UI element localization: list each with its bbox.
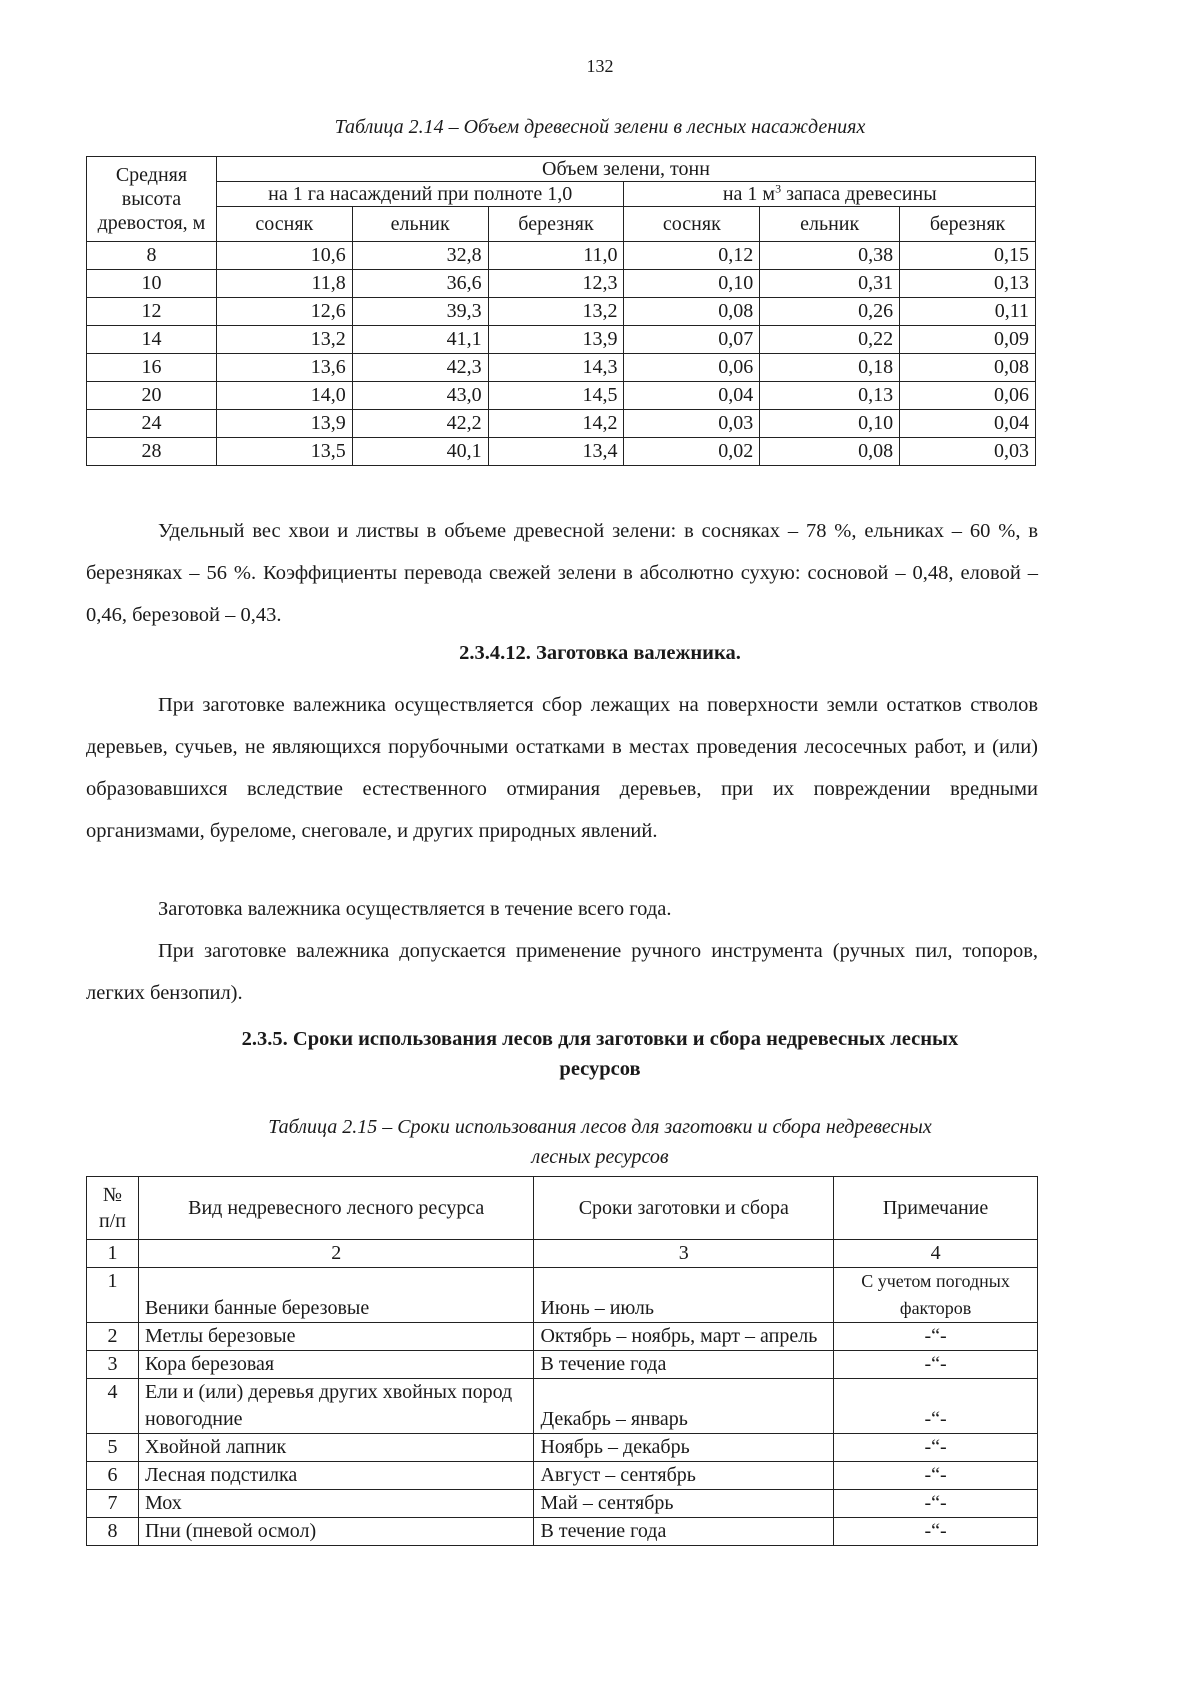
table-row [87, 326, 1036, 354]
value-cell: 13,6 [216, 354, 352, 382]
height-cell: 16 [87, 354, 217, 382]
non-timber-terms-table [86, 1176, 1038, 1546]
height-cell: 14 [87, 326, 217, 354]
page-number: 132 [586, 56, 614, 76]
resource-cell: Ели и (или) деревья других хвойных пород новогодние [138, 1379, 534, 1434]
value-cell: 0,31 [760, 270, 900, 298]
value-cell: 32,8 [352, 242, 488, 270]
value-cell: 0,15 [900, 242, 1036, 270]
value-cell: 0,03 [624, 410, 760, 438]
value-cell: 0,38 [760, 242, 900, 270]
column-number: 4 [834, 1240, 1038, 1268]
note-cell: -“- [834, 1434, 1038, 1462]
value-cell: 0,13 [900, 270, 1036, 298]
terms-cell: Октябрь – ноябрь, март – апрель [534, 1323, 834, 1351]
terms-cell: Июнь – июль [534, 1268, 834, 1323]
value-cell: 13,4 [488, 438, 624, 466]
section-heading-terms: 2.3.5. Сроки использования лесов для заготовки и сбора недревесных лесных ресурсов [241, 1028, 959, 1080]
table-row [87, 1323, 1038, 1351]
table2-caption: Таблица 2.15 – Сроки использования лесов для заготовки и сбора недревесных лесных ресурсов [268, 1116, 932, 1168]
value-cell: 0,09 [900, 326, 1036, 354]
value-cell: 0,26 [760, 298, 900, 326]
note-cell: -“- [834, 1490, 1038, 1518]
index-cell: 5 [87, 1434, 139, 1462]
resource-cell: Кора березовая [138, 1351, 534, 1379]
value-cell: 13,2 [216, 326, 352, 354]
paragraph-share: Удельный вес хвои и листвы в объеме древесной зелени: в сосняках – 78 %, ельниках – 60 %, в березняках – 56 %. Коэффициенты перевода свежей зелени в абсолютно сухую: сосновой – 0,48, еловой – 0,46, березовой – 0,43. [86, 520, 1038, 626]
green-volume-body [87, 242, 1036, 466]
note-cell: -“- [834, 1518, 1038, 1546]
table-row [87, 270, 1036, 298]
species-header: березняк [900, 207, 1036, 242]
table-row [87, 298, 1036, 326]
note-cell: -“- [834, 1379, 1038, 1434]
header-note: Примечание [834, 1177, 1038, 1240]
value-cell: 0,04 [624, 382, 760, 410]
table1-caption: Таблица 2.14 – Объем древесной зелени в лесных насаждениях [334, 116, 866, 138]
value-cell: 14,3 [488, 354, 624, 382]
value-cell: 42,2 [352, 410, 488, 438]
value-cell: 43,0 [352, 382, 488, 410]
resource-cell: Хвойной лапник [138, 1434, 534, 1462]
value-cell: 0,10 [760, 410, 900, 438]
terms-cell: Ноябрь – декабрь [534, 1434, 834, 1462]
resource-cell: Метлы березовые [138, 1323, 534, 1351]
value-cell: 40,1 [352, 438, 488, 466]
table-row [87, 354, 1036, 382]
table-row [87, 1268, 1038, 1323]
species-header: сосняк [216, 207, 352, 242]
terms-cell: Май – сентябрь [534, 1490, 834, 1518]
value-cell: 0,06 [900, 382, 1036, 410]
value-cell: 14,5 [488, 382, 624, 410]
value-cell: 13,9 [216, 410, 352, 438]
species-header: ельник [352, 207, 488, 242]
value-cell: 0,02 [624, 438, 760, 466]
table-row [87, 1490, 1038, 1518]
terms-cell: В течение года [534, 1518, 834, 1546]
value-cell: 36,6 [352, 270, 488, 298]
value-cell: 0,12 [624, 242, 760, 270]
index-cell: 2 [87, 1323, 139, 1351]
header-volume: Объем зелени, тонн [216, 157, 1035, 182]
value-cell: 0,04 [900, 410, 1036, 438]
value-cell: 0,22 [760, 326, 900, 354]
index-cell: 4 [87, 1379, 139, 1434]
section-heading-deadwood: 2.3.4.12. Заготовка валежника. [459, 642, 741, 664]
terms-cell: Август – сентябрь [534, 1462, 834, 1490]
value-cell: 0,06 [624, 354, 760, 382]
resource-cell: Лесная подстилка [138, 1462, 534, 1490]
table-row [87, 1518, 1038, 1546]
height-cell: 28 [87, 438, 217, 466]
value-cell: 0,07 [624, 326, 760, 354]
note-cell: С учетом погодных факторов [834, 1268, 1038, 1323]
height-cell: 20 [87, 382, 217, 410]
table-row [87, 242, 1036, 270]
header-per-m3: на 1 $м^3$ запаса древесины [624, 182, 1036, 207]
value-cell: 41,1 [352, 326, 488, 354]
value-cell: 14,2 [488, 410, 624, 438]
value-cell: 12,3 [488, 270, 624, 298]
paragraph-season: Заготовка валежника осуществляется в течение всего года. [158, 898, 672, 920]
value-cell: 0,03 [900, 438, 1036, 466]
index-cell: 3 [87, 1351, 139, 1379]
value-cell: 10,6 [216, 242, 352, 270]
column-number: 2 [138, 1240, 534, 1268]
value-cell: 13,2 [488, 298, 624, 326]
index-cell: 7 [87, 1490, 139, 1518]
terms-cell: В течение года [534, 1351, 834, 1379]
non-timber-terms-body [87, 1268, 1038, 1546]
terms-cell: Декабрь – январь [534, 1379, 834, 1434]
height-cell: 10 [87, 270, 217, 298]
header-height: Средняя высота древостоя, м [87, 157, 217, 242]
value-cell: 0,13 [760, 382, 900, 410]
table-row [87, 1379, 1038, 1434]
value-cell: 13,9 [488, 326, 624, 354]
table-row [87, 1351, 1038, 1379]
value-cell: 39,3 [352, 298, 488, 326]
species-header: ельник [760, 207, 900, 242]
resource-cell: Веники банные березовые [138, 1268, 534, 1323]
table-row [87, 382, 1036, 410]
table-row [87, 410, 1036, 438]
index-cell: 8 [87, 1518, 139, 1546]
index-cell: 1 [87, 1268, 139, 1323]
value-cell: 0,10 [624, 270, 760, 298]
value-cell: 12,6 [216, 298, 352, 326]
value-cell: 0,08 [760, 438, 900, 466]
column-number: 1 [87, 1240, 139, 1268]
species-header-row [87, 207, 1036, 242]
height-cell: 24 [87, 410, 217, 438]
value-cell: 42,3 [352, 354, 488, 382]
table-row [87, 1462, 1038, 1490]
header-resource: Вид недревесного лесного ресурса [138, 1177, 534, 1240]
resource-cell: Мох [138, 1490, 534, 1518]
column-number: 3 [534, 1240, 834, 1268]
note-cell: -“- [834, 1462, 1038, 1490]
paragraph-deadwood: При заготовке валежника осуществляется сбор лежащих на поверхности земли остатков стволов деревьев, сучьев, не являющихся порубочными остатками в местах проведения лесосечных работ, и (или) образовавшихся вследствие естественного отмирания деревьев, при их повреждении вредными организмами, буреломе, снеговале, и других природных явлений. [86, 694, 1038, 842]
height-cell: 8 [87, 242, 217, 270]
note-cell: -“- [834, 1323, 1038, 1351]
value-cell: 0,11 [900, 298, 1036, 326]
table-row [87, 1434, 1038, 1462]
species-header: сосняк [624, 207, 760, 242]
value-cell: 11,0 [488, 242, 624, 270]
height-cell: 12 [87, 298, 217, 326]
note-cell: -“- [834, 1351, 1038, 1379]
index-cell: 6 [87, 1462, 139, 1490]
value-cell: 13,5 [216, 438, 352, 466]
species-header: березняк [488, 207, 624, 242]
green-volume-table [86, 156, 1036, 466]
header-terms: Сроки заготовки и сбора [534, 1177, 834, 1240]
value-cell: 0,18 [760, 354, 900, 382]
value-cell: 11,8 [216, 270, 352, 298]
resource-cell: Пни (пневой осмол) [138, 1518, 534, 1546]
value-cell: 14,0 [216, 382, 352, 410]
value-cell: 0,08 [900, 354, 1036, 382]
header-per-ha: на 1 га насаждений при полноте 1,0 [216, 182, 624, 207]
paragraph-tools: При заготовке валежника допускается применение ручного инструмента (ручных пил, топоров, легких бензопил). [86, 940, 1038, 1004]
header-index: № п/п [87, 1177, 139, 1240]
value-cell: 0,08 [624, 298, 760, 326]
table-row [87, 438, 1036, 466]
